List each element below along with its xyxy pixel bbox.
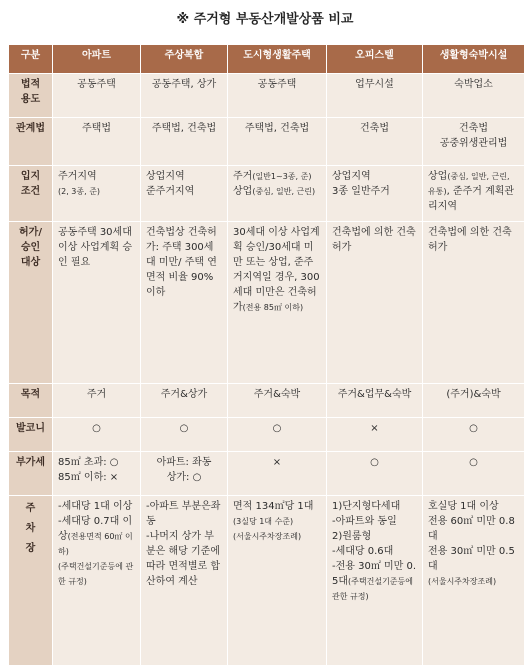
cell-residence-legal-use: 숙박업소	[423, 74, 525, 118]
cell-urban-law: 주택법, 건축법	[228, 118, 327, 166]
cell-officetel-location: 상업지역 3종 일반주거	[327, 166, 423, 222]
cell-apt-legal-use: 공동주택	[53, 74, 141, 118]
cell-apt-location: 주거지역 (2, 3종, 준)	[53, 166, 141, 222]
cell-officetel-parking: 1)단지형다세대 -아파트와 동일 2)원룸형 -세대당 0.6대 -전용 30㎡ 미만 0.5대(주택건설기준등에 관한 규정)	[327, 496, 423, 666]
header-category: 구분	[9, 45, 53, 74]
cell-residence-purpose: (주거)&숙박	[423, 384, 525, 418]
row-label-permit: 허가/ 승인 대상	[9, 222, 53, 384]
row-label-legal-use: 법적 용도	[9, 74, 53, 118]
cell-apt-parking: -세대당 1대 이상 -세대당 0.7대 이상(전용면적 60㎡ 이하) (주택건설기준등에 관한 규정)	[53, 496, 141, 666]
cell-officetel-permit: 건축법에 의한 건축허가	[327, 222, 423, 384]
row-parking	[9, 496, 525, 666]
cell-apt-purpose: 주거	[53, 384, 141, 418]
row-law	[9, 118, 525, 166]
cell-officetel-law: 건축법	[327, 118, 423, 166]
cell-mixed-location: 상업지역 준주거지역	[141, 166, 228, 222]
cell-apt-permit: 공동주택 30세대 이상 사업계획 승인 필요	[53, 222, 141, 384]
row-label-parking: 주 차 장	[9, 496, 53, 666]
cell-residence-law: 건축법 공중위생관리법	[423, 118, 525, 166]
cell-urban-purpose: 주거&숙박	[228, 384, 327, 418]
cell-urban-permit: 30세대 이상 사업계획 승인/30세대 미만 또는 상업, 준주거지역일 경우, 300세대 미만은 건축허가(전용 85㎡ 이하)	[228, 222, 327, 384]
row-balcony	[9, 418, 525, 452]
cell-residence-permit: 건축법에 의한 건축허가	[423, 222, 525, 384]
cell-mixed-balcony: ○	[141, 418, 228, 452]
cell-mixed-purpose: 주거&상가	[141, 384, 228, 418]
cell-mixed-permit: 건축법상 건축허가: 주택 300세대 미만/ 주택 연면적 비율 90% 이하	[141, 222, 228, 384]
cell-officetel-legal-use: 업무시설	[327, 74, 423, 118]
cell-residence-balcony: ○	[423, 418, 525, 452]
cell-urban-vat: ×	[228, 452, 327, 496]
header-residence-hotel: 생활형숙박시설	[423, 45, 525, 74]
cell-residence-parking: 호실당 1대 이상 전용 60㎡ 미만 0.8대 전용 30㎡ 미만 0.5대 (서울시주차장조례)	[423, 496, 525, 666]
cell-apt-law: 주택법	[53, 118, 141, 166]
header-apartment: 아파트	[53, 45, 141, 74]
cell-officetel-purpose: 주거&업무&숙박	[327, 384, 423, 418]
row-vat	[9, 452, 525, 496]
comparison-table	[8, 44, 525, 666]
header-row	[9, 45, 525, 74]
row-legal-use	[9, 74, 525, 118]
cell-apt-balcony: ○	[53, 418, 141, 452]
header-mixed-use: 주상복합	[141, 45, 228, 74]
row-permit	[9, 222, 525, 384]
row-location	[9, 166, 525, 222]
cell-officetel-balcony: ×	[327, 418, 423, 452]
cell-urban-balcony: ○	[228, 418, 327, 452]
row-label-purpose: 목적	[9, 384, 53, 418]
cell-mixed-vat: 아파트: 좌동 상가: ○	[141, 452, 228, 496]
cell-mixed-parking: -아파트 부분은좌동 -나머지 상가 부분은 해당 기준에 따라 면적별로 합산하여 계산	[141, 496, 228, 666]
row-label-vat: 부가세	[9, 452, 53, 496]
cell-mixed-legal-use: 공동주택, 상가	[141, 74, 228, 118]
page-title: ※ 주거형 부동산개발상품 비교	[176, 12, 354, 27]
cell-urban-legal-use: 공동주택	[228, 74, 327, 118]
header-officetel: 오피스텔	[327, 45, 423, 74]
row-label-balcony: 발코니	[9, 418, 53, 452]
cell-urban-parking: 면적 134㎡당 1대 (3실당 1대 수준) (서울시주차장조례)	[228, 496, 327, 666]
cell-mixed-law: 주택법, 건축법	[141, 118, 228, 166]
cell-apt-vat: 85㎡ 초과: ○ 85㎡ 이하: ×	[53, 452, 141, 496]
cell-residence-location: 상업(중심, 일반, 근린, 유통), 준주거 계획관리지역	[423, 166, 525, 222]
row-label-location: 입지 조건	[9, 166, 53, 222]
cell-urban-location: 주거(일반1~3종, 준) 상업(중심, 일반, 근린)	[228, 166, 327, 222]
row-label-law: 관계법	[9, 118, 53, 166]
cell-residence-vat: ○	[423, 452, 525, 496]
header-urban-housing: 도시형생활주택	[228, 45, 327, 74]
row-purpose	[9, 384, 525, 418]
cell-officetel-vat: ○	[327, 452, 423, 496]
